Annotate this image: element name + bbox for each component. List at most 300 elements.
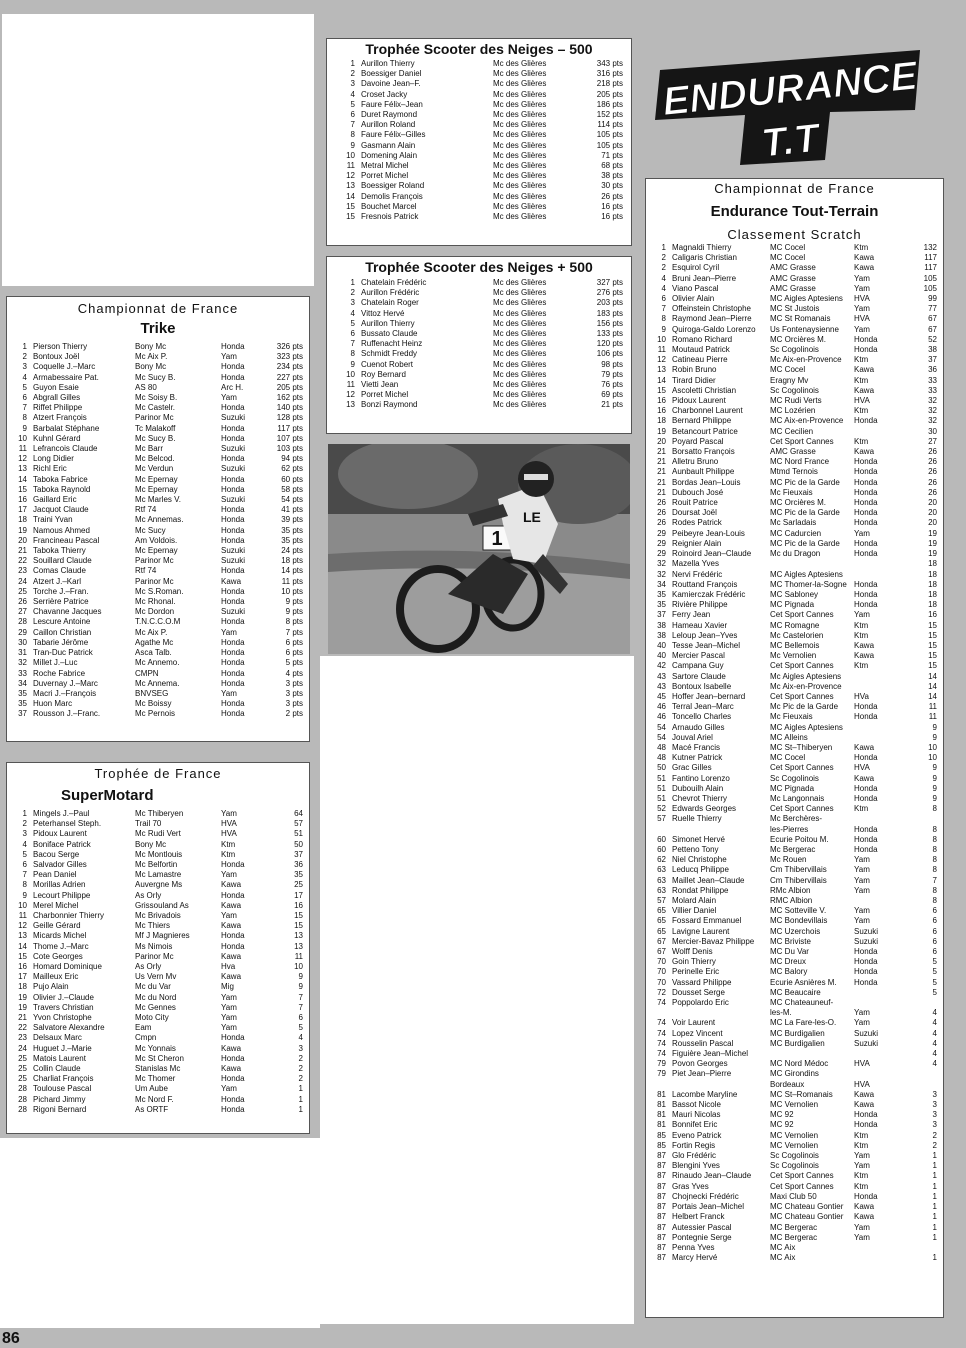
club-cell: CMPN bbox=[135, 668, 159, 678]
name-cell: Caligaris Christian bbox=[672, 253, 737, 263]
table-row bbox=[13, 515, 303, 525]
club-cell: MC Burdigalien bbox=[770, 1028, 825, 1038]
bike-cell: Honda bbox=[221, 566, 245, 576]
table-row bbox=[13, 699, 303, 709]
table-row bbox=[13, 829, 303, 839]
points-cell: 9 pts bbox=[285, 597, 303, 607]
name-cell: Rodes Patrick bbox=[672, 518, 722, 528]
table-row bbox=[652, 416, 937, 426]
rank-cell: 13 bbox=[346, 400, 355, 410]
name-cell: Portais Jean–Michel bbox=[672, 1202, 745, 1212]
name-cell: Duret Raymond bbox=[361, 110, 418, 120]
table-row bbox=[13, 669, 303, 679]
club-cell: Mc Verdun bbox=[135, 464, 174, 474]
rank-cell: 74 bbox=[657, 1018, 666, 1028]
table-row bbox=[13, 880, 303, 890]
name-cell: Bacou Serge bbox=[33, 849, 80, 859]
name-cell: Taboka Fabrice bbox=[33, 474, 88, 484]
rank-cell: 34 bbox=[657, 579, 666, 589]
motorcycle-rider-image bbox=[328, 444, 630, 654]
club-cell: Mc Pic de la Garde bbox=[770, 702, 839, 712]
table-row bbox=[652, 1141, 937, 1151]
name-cell: Yvon Christophe bbox=[33, 1013, 92, 1023]
points-cell: 326 pts bbox=[276, 342, 303, 351]
name-cell: Ruelle Thierry bbox=[672, 814, 722, 824]
table-row bbox=[652, 682, 937, 692]
points-cell: 52 bbox=[928, 334, 937, 344]
bike-cell: Kawa bbox=[854, 640, 875, 650]
table-row bbox=[13, 475, 303, 485]
club-cell: Mc Berchères- bbox=[770, 814, 823, 824]
bike-cell: 186 pts bbox=[596, 99, 623, 109]
rank-cell: 25 bbox=[18, 1064, 27, 1074]
points-cell: 15 bbox=[928, 630, 937, 640]
bike-cell: Kawa bbox=[854, 1212, 875, 1222]
bike-cell: Ktm bbox=[854, 406, 869, 416]
name-cell: Romano Richard bbox=[672, 334, 733, 344]
rank-cell bbox=[652, 1080, 672, 1090]
club-cell: les-M. bbox=[770, 1008, 792, 1018]
table-row bbox=[652, 396, 937, 406]
table-row bbox=[335, 120, 623, 130]
bike-cell: Yam bbox=[221, 870, 237, 880]
bike-cell: Honda bbox=[854, 947, 878, 957]
table-row bbox=[335, 171, 623, 181]
name-cell: Wolff Denis bbox=[672, 947, 713, 957]
name-cell: Chatelain Frédéric bbox=[361, 278, 427, 287]
rank-cell: 2 bbox=[661, 253, 666, 263]
bike-cell: Ktm bbox=[854, 620, 869, 630]
points-cell: 10 bbox=[294, 962, 303, 972]
bike-cell: Kawa bbox=[854, 742, 875, 752]
points-cell: 36 bbox=[294, 860, 303, 870]
club-cell: MC 92 bbox=[770, 1110, 794, 1120]
table-row bbox=[13, 911, 303, 921]
points-cell: 4 bbox=[932, 1059, 937, 1069]
bike-cell: Yam bbox=[854, 855, 870, 865]
rank-cell: 38 bbox=[657, 620, 666, 630]
name-cell: Catineau Pierre bbox=[672, 355, 728, 365]
club-cell: Mc du Nord bbox=[135, 992, 177, 1002]
points-cell: 3 bbox=[932, 1120, 937, 1130]
points-cell: 2 pts bbox=[285, 709, 303, 719]
bike-cell: Honda bbox=[854, 1191, 878, 1201]
rank-cell: 70 bbox=[657, 957, 666, 967]
name-cell: Lavigne Laurent bbox=[672, 926, 730, 936]
name-cell: Taboka Thierry bbox=[33, 546, 86, 556]
table-row bbox=[652, 580, 937, 590]
bike-cell: Honda bbox=[221, 668, 245, 678]
points-cell: 6 bbox=[298, 1013, 303, 1023]
bike-cell: Honda bbox=[221, 890, 245, 900]
name-cell: Huguet J.–Marie bbox=[33, 1043, 92, 1053]
name-cell: Travers Christian bbox=[33, 1002, 94, 1012]
points-cell: 30 bbox=[928, 426, 937, 436]
points-cell: 18 bbox=[928, 589, 937, 599]
club-cell: MC Burdigalien bbox=[770, 1038, 825, 1048]
club-cell: Sc Cogolinois bbox=[770, 345, 819, 355]
points-cell: 5 bbox=[932, 987, 937, 997]
points-cell: 20 bbox=[928, 508, 937, 518]
club-cell: Mc des Glières bbox=[493, 171, 547, 181]
table-row bbox=[652, 1059, 937, 1069]
club-cell: MC Aigles Aptesiens bbox=[770, 294, 843, 304]
bike-cell: Honda bbox=[854, 579, 878, 589]
points-cell: 15 bbox=[928, 640, 937, 650]
bike-cell: Honda bbox=[854, 600, 878, 610]
rank-cell: 2 bbox=[350, 288, 355, 298]
rank-cell: 87 bbox=[657, 1232, 666, 1242]
points-cell: 37 bbox=[294, 849, 303, 859]
name-cell: Betancourt Patrice bbox=[672, 426, 738, 436]
table-row bbox=[652, 1039, 937, 1049]
points-cell: 3 bbox=[932, 1110, 937, 1120]
bike-cell: Honda bbox=[221, 454, 245, 464]
club-cell: Mc Castelr. bbox=[135, 403, 176, 413]
table-row bbox=[13, 1033, 303, 1043]
name-cell: Metral Michel bbox=[361, 161, 409, 171]
bike-cell: HVA bbox=[221, 829, 237, 839]
table-row bbox=[652, 1018, 937, 1028]
bike-cell: Honda bbox=[854, 783, 878, 793]
table-row bbox=[13, 860, 303, 870]
rank-cell: 62 bbox=[657, 855, 666, 865]
name-cell: Chevrot Thierry bbox=[672, 793, 727, 803]
points-cell: 117 pts bbox=[277, 423, 303, 433]
bike-cell bbox=[854, 1069, 904, 1079]
bike-cell: Honda bbox=[854, 702, 878, 712]
table-row bbox=[13, 566, 303, 576]
name-cell: Moutaud Patrick bbox=[672, 345, 730, 355]
club-cell: Sc Cogolinois bbox=[770, 1161, 819, 1171]
table-row bbox=[652, 916, 937, 926]
points-cell: 24 pts bbox=[281, 546, 303, 556]
bike-cell: Ktm bbox=[854, 436, 869, 446]
table-row bbox=[13, 1003, 303, 1013]
name-cell: Huon Marc bbox=[33, 699, 73, 709]
club-cell: MC Lozérien bbox=[770, 406, 816, 416]
name-cell: Olivier Alain bbox=[672, 294, 715, 304]
name-cell: Edwards Georges bbox=[672, 804, 737, 814]
points-cell: 16 bbox=[928, 610, 937, 620]
table-row bbox=[652, 386, 937, 396]
table-row bbox=[335, 181, 623, 191]
blank-area-top-left bbox=[2, 14, 314, 286]
name-cell: Thome J.–Marc bbox=[33, 941, 89, 951]
bike-cell: Suzuki bbox=[221, 444, 246, 454]
scooter-500-table bbox=[335, 59, 623, 222]
club-cell: Mc des Glières bbox=[493, 212, 547, 222]
club-cell: Mc Bergerac bbox=[770, 844, 816, 854]
rank-cell: 7 bbox=[350, 339, 355, 349]
club-cell: Cet Sport Cannes bbox=[770, 763, 834, 773]
club-cell: Mc des Glières bbox=[493, 110, 547, 120]
points-cell: 13 bbox=[294, 931, 303, 941]
name-cell: Namous Ahmed bbox=[33, 525, 90, 535]
table-row bbox=[335, 110, 623, 120]
table-row bbox=[652, 957, 937, 967]
points-cell: 14 bbox=[928, 691, 937, 701]
bike-cell: Kawa bbox=[854, 1089, 875, 1099]
club-cell: MC Bergerac bbox=[770, 1222, 818, 1232]
points-cell: 13 bbox=[294, 941, 303, 951]
rank-cell: 21 bbox=[657, 457, 666, 467]
name-cell: Roinoird Jean–Claude bbox=[672, 549, 752, 559]
bike-cell: Honda bbox=[854, 1120, 878, 1130]
table-row bbox=[652, 784, 937, 794]
bike-cell: Ktm bbox=[854, 630, 869, 640]
points-cell: 3 bbox=[932, 1100, 937, 1110]
bike-cell: Ktm bbox=[854, 1171, 869, 1181]
table-row bbox=[652, 753, 937, 763]
bike-cell: Mig bbox=[221, 982, 234, 992]
club-cell: MC Chateauneuf- bbox=[770, 998, 834, 1008]
name-cell: Bruni Jean–Pierre bbox=[672, 273, 737, 283]
club-cell: Mc Rouen bbox=[770, 855, 807, 865]
bike-cell: Yam bbox=[854, 1222, 870, 1232]
name-cell: Lescure Antoine bbox=[33, 617, 91, 627]
points-cell: 140 pts bbox=[276, 403, 303, 413]
club-cell: Mc des Glières bbox=[493, 150, 547, 160]
name-cell: Piet Jean–Pierre bbox=[672, 1069, 732, 1079]
club-cell: Mf J Magnieres bbox=[135, 931, 190, 941]
rank-cell: 54 bbox=[657, 722, 666, 732]
points-cell: 35 bbox=[294, 870, 303, 880]
club-cell: Mc des Glières bbox=[493, 120, 547, 130]
bike-cell: Honda bbox=[221, 535, 245, 545]
points-cell: 77 bbox=[928, 304, 937, 314]
table-row bbox=[652, 1090, 937, 1100]
name-cell: Quiroga-Galdo Lorenzo bbox=[672, 324, 756, 334]
name-cell: Bouchet Marcel bbox=[361, 201, 417, 211]
points-cell: 9 bbox=[932, 773, 937, 783]
club-cell: MC Sotteville V. bbox=[770, 906, 827, 916]
table-row bbox=[652, 967, 937, 977]
bike-cell bbox=[854, 672, 904, 682]
endurance-tt-logo bbox=[650, 30, 930, 170]
points-cell: 105 bbox=[923, 283, 937, 293]
bike-cell: Yam bbox=[221, 911, 237, 921]
name-cell: Esquirol Cyril bbox=[672, 263, 720, 273]
rank-cell: 15 bbox=[346, 201, 355, 211]
bike-cell: Kawa bbox=[854, 365, 875, 375]
club-cell: MC Cocel bbox=[770, 253, 806, 263]
club-cell: Mc S.Roman. bbox=[135, 586, 184, 596]
club-cell: Eragny Mv bbox=[770, 375, 809, 385]
table-row bbox=[335, 130, 623, 140]
table-row bbox=[13, 1023, 303, 1033]
name-cell: Millet J.–Luc bbox=[33, 658, 78, 668]
bike-cell: 218 pts bbox=[596, 79, 623, 89]
name-cell: Dubouilh Alain bbox=[672, 783, 724, 793]
points-cell: 32 bbox=[928, 406, 937, 416]
bike-cell: Kawa bbox=[854, 253, 875, 263]
points-cell: 32 bbox=[928, 416, 937, 426]
rank-cell: 6 bbox=[22, 860, 27, 870]
bike-cell: Honda bbox=[854, 498, 878, 508]
points-cell: 5 bbox=[298, 1023, 303, 1033]
rank-cell: 63 bbox=[657, 885, 666, 895]
rank-cell: 6 bbox=[350, 110, 355, 120]
club-cell: Mc des Glières bbox=[493, 69, 547, 79]
points-cell: 103 pts bbox=[276, 444, 303, 454]
table-row bbox=[652, 437, 937, 447]
club-cell: Mc des Glières bbox=[493, 161, 547, 171]
bike-cell bbox=[854, 1243, 904, 1253]
rank-cell: 40 bbox=[657, 651, 666, 661]
name-cell: Domening Alain bbox=[361, 150, 418, 160]
endurance-table bbox=[652, 243, 937, 1263]
table-row bbox=[652, 651, 937, 661]
club-cell: Mc Marles V. bbox=[135, 495, 181, 505]
rank-cell: 30 bbox=[18, 637, 27, 647]
table-row bbox=[652, 865, 937, 875]
points-cell: 8 bbox=[932, 865, 937, 875]
bike-cell bbox=[854, 559, 904, 569]
table-row bbox=[335, 141, 623, 151]
points-cell: 94 pts bbox=[281, 454, 303, 464]
rank-cell: 81 bbox=[657, 1120, 666, 1130]
name-cell: Rouit Patrice bbox=[672, 498, 718, 508]
rank-cell: 29 bbox=[657, 549, 666, 559]
name-cell: Viano Pascal bbox=[672, 283, 719, 293]
table-row bbox=[335, 202, 623, 212]
name-cell: Terral Jean–Marc bbox=[672, 702, 734, 712]
bike-cell: Yam bbox=[854, 885, 870, 895]
bike-cell: Kawa bbox=[221, 880, 242, 890]
bike-cell: Yam bbox=[854, 1151, 870, 1161]
bike-cell: Honda bbox=[854, 518, 878, 528]
bike-cell: Yam bbox=[854, 528, 870, 538]
club-cell: Mc Epernay bbox=[135, 484, 178, 494]
club-cell: AMC Grasse bbox=[770, 263, 816, 273]
bike-cell: Kawa bbox=[221, 576, 242, 586]
points-cell: 8 bbox=[932, 896, 937, 905]
table-row bbox=[652, 253, 937, 263]
table-row bbox=[652, 1212, 937, 1222]
table-row bbox=[13, 1074, 303, 1084]
bike-cell: 16 pts bbox=[601, 212, 623, 222]
points-cell: 105 bbox=[923, 273, 937, 283]
table-row bbox=[13, 444, 303, 454]
name-cell: Morillas Adrien bbox=[33, 880, 86, 890]
table-row bbox=[13, 648, 303, 658]
bike-cell bbox=[854, 723, 904, 733]
name-cell: Cote Georges bbox=[33, 951, 83, 961]
rank-cell: 19 bbox=[657, 426, 666, 436]
name-cell: Charliat François bbox=[33, 1074, 94, 1084]
rank-cell: 87 bbox=[657, 1161, 666, 1171]
bike-cell: Yam bbox=[854, 875, 870, 885]
rank-cell: 87 bbox=[657, 1222, 666, 1232]
table-row bbox=[652, 947, 937, 957]
table-row bbox=[335, 151, 623, 161]
club-cell: Cet Sport Cannes bbox=[770, 436, 834, 446]
club-cell: Mc Annema. bbox=[135, 678, 180, 688]
points-cell: 9 bbox=[932, 722, 937, 732]
points-cell: 60 pts bbox=[281, 474, 303, 484]
club-cell: Cet Sport Cannes bbox=[770, 661, 834, 671]
rank-cell: 8 bbox=[22, 413, 27, 423]
rank-cell: 60 bbox=[657, 834, 666, 844]
table-row bbox=[335, 309, 623, 319]
name-cell: Bontoux Isabelle bbox=[672, 681, 732, 691]
club-cell: Mc Belfortin bbox=[135, 860, 178, 870]
club-cell: RMC Albion bbox=[770, 896, 813, 905]
points-cell: 54 pts bbox=[281, 495, 303, 505]
rank-cell: 52 bbox=[657, 804, 666, 814]
table-row bbox=[652, 529, 937, 539]
name-cell bbox=[672, 1080, 770, 1090]
table-row bbox=[652, 631, 937, 641]
bike-cell: Honda bbox=[854, 538, 878, 548]
club-cell: T.N.C.C.O.M bbox=[135, 617, 181, 627]
rank-cell: 10 bbox=[18, 900, 27, 910]
rank-cell: 29 bbox=[657, 538, 666, 548]
table-row bbox=[652, 763, 937, 773]
bike-cell: Honda bbox=[221, 678, 245, 688]
rank-cell: 19 bbox=[18, 1002, 27, 1012]
table-row bbox=[13, 413, 303, 423]
club-cell: Parinor Mc bbox=[135, 556, 174, 566]
rank-cell: 72 bbox=[657, 987, 666, 997]
club-cell: Mc des Glières bbox=[493, 191, 547, 201]
club-cell: Mc des Glières bbox=[493, 339, 547, 349]
bike-cell: Kawa bbox=[221, 921, 242, 931]
rank-cell: 9 bbox=[22, 423, 27, 433]
name-cell: Vittoz Hervé bbox=[361, 308, 405, 318]
table-row bbox=[13, 840, 303, 850]
table-row bbox=[652, 804, 937, 814]
club-cell: MC Aix bbox=[770, 1242, 796, 1252]
bike-cell: Honda bbox=[854, 834, 878, 844]
table-row bbox=[652, 610, 937, 620]
rank-cell: 40 bbox=[657, 640, 666, 650]
rank-cell: 13 bbox=[18, 464, 27, 474]
table-row bbox=[652, 1151, 937, 1161]
points-cell: 8 bbox=[932, 834, 937, 844]
bike-cell: Yam bbox=[854, 906, 870, 916]
club-cell: AMC Grasse bbox=[770, 273, 816, 283]
points-cell: 26 bbox=[928, 487, 937, 497]
rank-cell: 32 bbox=[657, 559, 666, 569]
points-cell: 2 bbox=[932, 1140, 937, 1150]
name-cell: Faure Félix–Jean bbox=[361, 99, 423, 109]
club-cell: Mc Rhonal. bbox=[135, 597, 176, 607]
name-cell: Olivier J.–Claude bbox=[33, 992, 94, 1002]
points-cell: 10 bbox=[928, 742, 937, 752]
rank-cell: 20 bbox=[657, 436, 666, 446]
bike-cell: Suzuki bbox=[221, 607, 246, 617]
name-cell: Rinaudo Jean–Claude bbox=[672, 1171, 752, 1181]
club-cell: Mc Brivadois bbox=[135, 911, 181, 921]
points-cell: 1 bbox=[932, 1212, 937, 1222]
points-cell: 37 bbox=[928, 355, 937, 365]
bike-cell: Yam bbox=[854, 1008, 870, 1018]
name-cell: Roy Bernard bbox=[361, 369, 406, 379]
rank-cell: 87 bbox=[657, 1181, 666, 1191]
club-cell: MC Rudi Verts bbox=[770, 396, 822, 406]
table-row bbox=[652, 498, 937, 508]
rank-cell: 2 bbox=[22, 819, 27, 829]
points-cell: 1 bbox=[298, 1094, 303, 1104]
club-cell: MC Pic de la Garde bbox=[770, 538, 840, 548]
club-cell bbox=[770, 1049, 854, 1059]
bike-cell: Suzuki bbox=[854, 926, 879, 936]
trike-title: Trike bbox=[140, 320, 176, 337]
club-cell: Mc Aix P. bbox=[135, 627, 168, 637]
name-cell: Torche J.–Fran. bbox=[33, 586, 89, 596]
